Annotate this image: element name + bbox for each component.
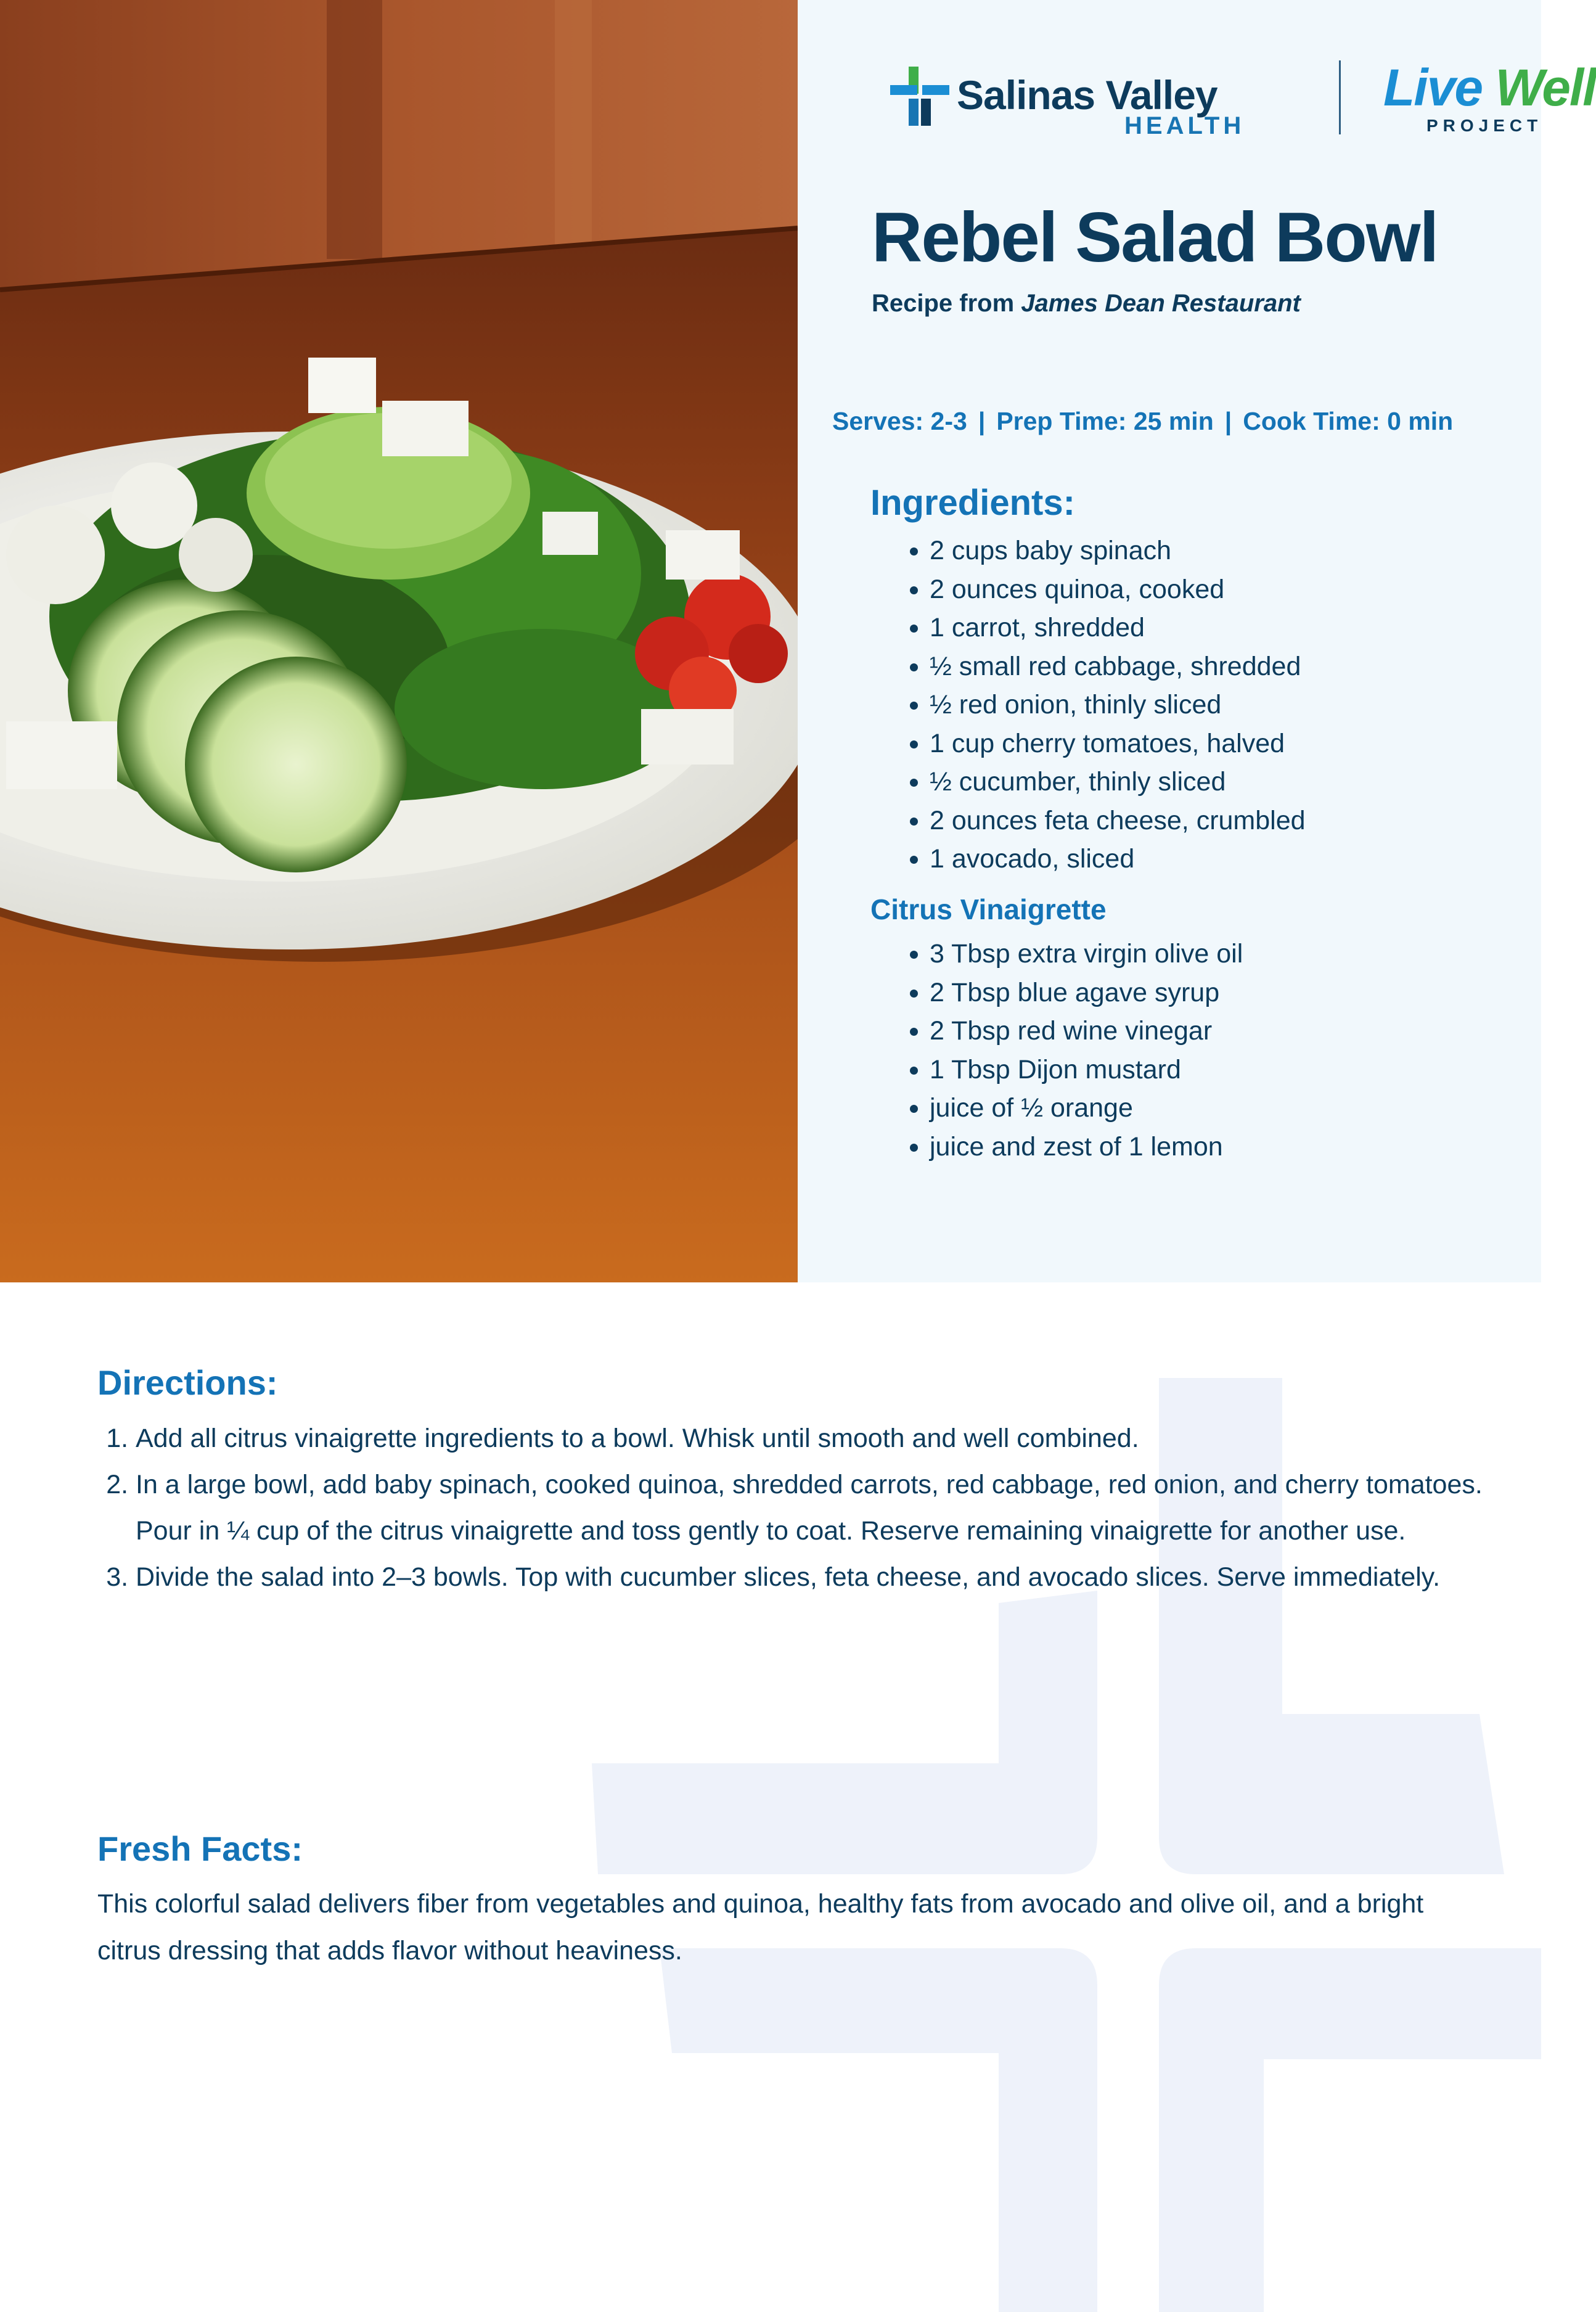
- logo-bar: [890, 55, 1596, 142]
- directions-heading: Directions:: [97, 1363, 278, 1402]
- meta-separator: |: [978, 407, 986, 435]
- recipe-title: Rebel Salad Bowl: [872, 199, 1438, 277]
- direction-step: 3. Divide the salad into 2–3 bowls. Top with cucumber slices, feta cheese, and avocado slices. Serve immediately.: [136, 1554, 1516, 1601]
- partner-name-live: Live: [1383, 59, 1483, 117]
- list-item: • ½ small red cabbage, shredded: [930, 647, 1306, 686]
- list-item: • 1 Tbsp Dijon mustard: [930, 1051, 1243, 1089]
- byline-prefix: Recipe from: [872, 290, 1015, 317]
- list-item: • juice and zest of 1 lemon: [930, 1128, 1243, 1166]
- list-item: • 3 Tbsp extra virgin olive oil: [930, 935, 1243, 974]
- serves: Serves: 2-3: [832, 407, 967, 435]
- list-item: • 1 avocado, sliced: [930, 840, 1306, 879]
- partner-subname: PROJECT: [1426, 116, 1543, 135]
- recipe-meta: [832, 407, 1453, 436]
- cross-logo-icon: [890, 67, 949, 126]
- list-item: • ½ cucumber, thinly sliced: [930, 763, 1306, 801]
- brand-subname: HEALTH: [1124, 112, 1245, 139]
- list-item: • 2 Tbsp red wine vinegar: [930, 1012, 1243, 1051]
- brand-name: Salinas Valley: [957, 72, 1217, 118]
- list-item: • ½ red onion, thinly sliced: [930, 686, 1306, 724]
- direction-step: 1. Add all citrus vinaigrette ingredients to a bowl. Whisk until smooth and well combined.: [136, 1416, 1516, 1462]
- list-item: • 1 carrot, shredded: [930, 609, 1306, 647]
- vinaigrette-heading: Citrus Vinaigrette: [870, 893, 1107, 925]
- logo-divider: [1339, 60, 1341, 134]
- ingredients-heading: Ingredients:: [870, 483, 1075, 523]
- list-item: • 1 cup cherry tomatoes, halved: [930, 724, 1306, 763]
- byline-source: James Dean Restaurant: [1021, 290, 1301, 317]
- list-item: • 2 Tbsp blue agave syrup: [930, 974, 1243, 1012]
- ingredients-list: [899, 531, 1306, 879]
- direction-step: 2. In a large bowl, add baby spinach, cooked quinoa, shredded carrots, red cabbage, red onion, and cherry tomatoes. Pour in ¼ cup of the citrus vinaigrette and toss gently to coat. Reserve remaining vinaigrette for another use.: [136, 1462, 1516, 1554]
- cook-time: Cook Time: 0 min: [1243, 407, 1454, 435]
- salad-photo: [0, 0, 798, 1282]
- partner-logo-title: [1383, 58, 1596, 118]
- recipe-byline: [872, 290, 1301, 318]
- directions-list: [97, 1416, 1516, 1601]
- list-item: • 2 cups baby spinach: [930, 531, 1306, 570]
- recipe-header-panel: [798, 0, 1596, 1282]
- prep-time: Prep Time: 25 min: [996, 407, 1214, 435]
- list-item: • 2 ounces quinoa, cooked: [930, 570, 1306, 609]
- list-item: • 2 ounces feta cheese, crumbled: [930, 801, 1306, 840]
- partner-name-well: Well: [1495, 59, 1596, 117]
- fresh-facts-text: This colorful salad delivers fiber from vegetables and quinoa, healthy fats from avocado and olive oil, and a bright citrus dressing that adds flavor without heaviness.: [97, 1889, 1424, 1966]
- meta-separator: |: [1224, 407, 1232, 435]
- fresh-facts-heading: Fresh Facts:: [97, 1829, 303, 1868]
- list-item: • juice of ½ orange: [930, 1089, 1243, 1128]
- vinaigrette-list: [899, 935, 1243, 1166]
